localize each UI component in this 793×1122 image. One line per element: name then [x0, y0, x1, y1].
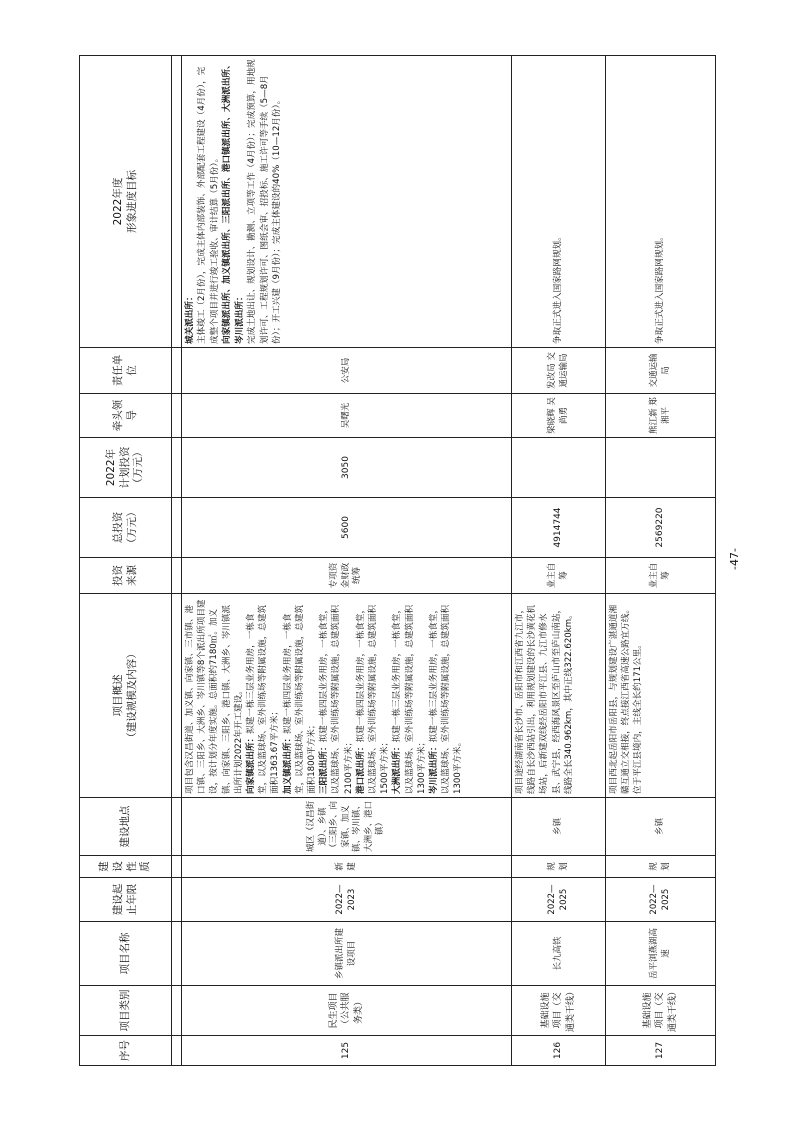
cell-plan2022 — [606, 438, 716, 498]
cell-name: 乡镇派出所建设项目 — [182, 922, 512, 986]
cell-unit: 公安局 — [182, 348, 512, 394]
overview-item-text: 拟建一栋四层业务用房，一栋食堂，以及篮球场、室外训练场等附属设施，总建筑面积1800平方米； — [282, 604, 318, 794]
header-plan2022: 2022年 计划投资 （万元） — [80, 438, 172, 498]
cell-target: 争取正式进入国家路网规划。 — [606, 56, 716, 348]
overview-item-text: 拟建一栋三层业务用房，一栋食堂，以及篮球场、室外训练场等附属设施，总建筑面积1300平方米； — [392, 604, 427, 794]
cell-funding: 专项资金财政统筹 — [182, 558, 512, 594]
header-overview: 项目概述 （建设规模及内容） — [80, 594, 172, 798]
cell-funding: 业主自筹 — [512, 558, 606, 594]
cell-total: 5600 — [182, 498, 512, 558]
target-item-text: 完成土地出让、规划设计、勘测、立项等工作（4月份）；完成预算，用地规划许可、工程规划许可、图纸会审、招投标、施工许可等手续（5—8月份）；开工兴建（9月份）；完成主体建设的40%（10—12月份）。 — [247, 59, 283, 344]
cell-period: 2022—2025 — [512, 878, 606, 922]
overview-item-text: 拟建一栋四层业务用房，一栋食堂，以及篮球场、室外训练场等附属设施，总建筑面积2100平方米； — [319, 604, 354, 794]
table-blank-row — [172, 56, 182, 1066]
header-seq: 序号 — [80, 1036, 172, 1066]
cell-period: 2022—2025 — [606, 878, 716, 922]
header-target: 2022年度 形象进度目标 — [80, 56, 172, 348]
cell-unit: 交通运输局 — [606, 348, 716, 394]
project-table — [79, 55, 716, 1066]
cell-location: 乡镇 — [606, 798, 716, 856]
table-row — [606, 56, 716, 1066]
cell-overview — [182, 594, 512, 798]
cell-category: 基础设施项目（交通类干线） — [606, 986, 716, 1036]
cell-seq: 125 — [182, 1036, 512, 1066]
overview-intro: 项目包含汉昌街道、加义镇、向家镇、三市镇、港口镇、三阳乡、大洲乡、岑川镇等8个派出所项目建设，按计划分年度实施。总面积约7180㎡。加义镇、向家镇、三阳乡、港口镇、大洲乡、岑川镇派出所计划2022年开工建设。 — [185, 599, 244, 794]
target-item-title: 城关派出所： — [185, 292, 195, 344]
header-total: 总投资 （万元） — [80, 498, 172, 558]
cell-plan2022: 3050 — [182, 438, 512, 498]
target-item-title: 向家镇派出所、加义镇派出所、三阳派出所、港口镇派出所、大洲派出所、岑川派出所： — [222, 60, 245, 344]
cell-leader: 梁晓辉 吴尚勇 — [512, 394, 606, 438]
cell-seq: 127 — [606, 1036, 716, 1066]
header-location: 建设地点 — [80, 798, 172, 856]
header-leader: 牵头领导 — [80, 394, 172, 438]
cell-plan2022 — [512, 438, 606, 498]
overview-item-text: 拟建一栋四层业务用房，一栋食堂，以及篮球场、室外训练场等附属设施，总建筑面积1500平方米； — [355, 604, 391, 794]
header-nature: 建设性质 — [80, 856, 172, 878]
overview-item-title: 三阳派出所： — [319, 742, 330, 794]
cell-funding: 业主自筹 — [606, 558, 716, 594]
cell-target — [182, 56, 512, 348]
project-table-container — [79, 56, 715, 1066]
target-item-text: 主体竣工（2月份），完成主体内部装饰、外部配套工程建设（4月份），完成整个项目并进行竣工验收、审计结算（5月份）。 — [197, 66, 220, 344]
overview-item-title: 加义镇派出所： — [282, 733, 293, 794]
cell-category: 基础设施项目（交通类干线） — [512, 986, 606, 1036]
cell-nature: 规划 — [512, 856, 606, 878]
cell-name: 长九高铁 — [512, 922, 606, 986]
cell-total: 2569220 — [606, 498, 716, 558]
cell-category: 民生项目（公共服务类） — [182, 986, 512, 1036]
cell-period: 2022—2023 — [182, 878, 512, 922]
table-row — [182, 56, 512, 1066]
cell-location: 城区（汉昌街道）、乡镇（三阳乡、向家镇、加义镇、岑川镇、大洲乡、港口镇） — [182, 798, 512, 856]
cell-overview: 项目途经湖南省长沙市、岳阳市和江西省九江市，线路自长沙西站引出，利用规划建设的长沙黄花机场站，后新建双线经岳阳市平江县、九江市修水县、武宁县，经西海风景区至庐山市至庐山南站，线路全长340.962km，其中正线322.620km。 — [512, 594, 606, 798]
overview-item-text: 拟建一栋三层业务用房，一栋食堂，以及篮球场、室外训练场等附属设施，总建筑面积1363.67平方米； — [246, 604, 281, 794]
rotated-page-frame — [79, 56, 715, 1066]
overview-item-title: 大洲派出所： — [392, 742, 403, 794]
overview-item-text: 拟建一栋三层业务用房，一栋食堂，以及篮球场、室外训练场等附属设施，总建筑面积1300平方米。 — [429, 604, 464, 794]
header-unit: 责任单位 — [80, 348, 172, 394]
cell-nature: 新建 — [182, 856, 512, 878]
cell-overview: 项目西北起岳阳市岳阳县，与规划建设广湛通道湘赣互通立交相接，终点接江西省高速公路宜万线。位于平江县境内，主线全长约171公里。 — [606, 594, 716, 798]
cell-total: 4914744 — [512, 498, 606, 558]
overview-item-title: 港口派出所： — [355, 742, 366, 794]
cell-leader: 熊江新 郑湘平 — [606, 394, 716, 438]
table-row — [512, 56, 606, 1066]
header-category: 项目类别 — [80, 986, 172, 1036]
header-name: 项目名称 — [80, 922, 172, 986]
overview-item-title: 向家镇派出所： — [246, 733, 257, 794]
cell-target: 争取正式进入国家路网规划。 — [512, 56, 606, 348]
header-funding: 投资来源 — [80, 558, 172, 594]
table-header-row — [80, 56, 172, 1066]
cell-leader: 吴曙光 — [182, 394, 512, 438]
cell-seq: 126 — [512, 1036, 606, 1066]
overview-item-title: 岑川派出所： — [429, 742, 440, 794]
header-period: 建设起止年限 — [80, 878, 172, 922]
cell-name: 岳平浏燕湖高速 — [606, 922, 716, 986]
cell-location: 乡镇 — [512, 798, 606, 856]
page-number: -47- — [728, 548, 741, 570]
cell-nature: 规划 — [606, 856, 716, 878]
cell-unit: 发改局 交通运输局 — [512, 348, 606, 394]
